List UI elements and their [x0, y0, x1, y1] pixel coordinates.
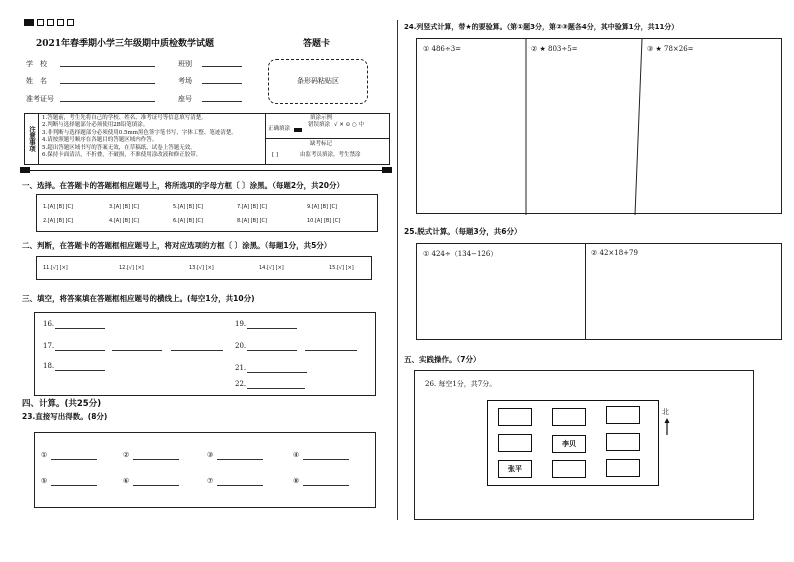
- section1-box: [36, 194, 378, 232]
- notice-line: 6.保持卡面清洁，不折叠，不破损，不准使用涂改液和修正胶带。: [42, 152, 202, 159]
- q23-blank-7[interactable]: [217, 478, 263, 486]
- q23-box: [34, 432, 376, 508]
- choice-q3[interactable]: 3.[A] [B] [C]: [109, 204, 139, 210]
- fill-q20-blank-1[interactable]: [247, 343, 297, 351]
- divider-bar: [22, 170, 392, 171]
- judge-q13[interactable]: 13.[√] [×]: [189, 265, 214, 271]
- fill-q21-label: 21.: [235, 364, 247, 372]
- q23-blank-6[interactable]: [133, 478, 179, 486]
- fill-example-title: 填涂示例: [310, 115, 333, 121]
- map-cell-blank[interactable]: [552, 408, 586, 426]
- section3-box: [34, 312, 376, 396]
- choice-q6[interactable]: 6.[A] [B] [C]: [173, 218, 203, 224]
- map-cell-zhang-ping: 张平: [498, 460, 532, 478]
- q23-label-6: ⑥: [123, 477, 130, 485]
- seat-no-label: 座号: [178, 95, 192, 103]
- q23-label-2: ②: [123, 451, 130, 459]
- divider-marker-right: [382, 167, 392, 173]
- q23-blank-5[interactable]: [51, 478, 97, 486]
- choice-q7[interactable]: 7.[A] [B] [C]: [237, 204, 267, 210]
- fill-q17-blank-3[interactable]: [171, 343, 223, 351]
- barcode-area: [268, 59, 368, 104]
- map-cell-blank[interactable]: [552, 460, 586, 478]
- wrong-fill-symbols: √ ✕ ⊙ ○ 中: [334, 122, 365, 128]
- section1-title: 一、选择。在答题卡的答题框相应题号上，将所选项的字母方框〔 〕涂黑。（每题2分，共20分）: [22, 181, 345, 190]
- q24-item-1: ① 486÷3=: [423, 45, 462, 53]
- notice-line: 3.非判断与选择题部分必须使用0.5mm黑色签字笔书写，字体工整、笔迹清楚。: [42, 129, 237, 136]
- correct-fill-mark: [294, 128, 302, 132]
- notice-line: 5.超出答题区域书写的答案无效，在草稿纸、试卷上答题无效。: [42, 144, 196, 151]
- exam-room-field[interactable]: [202, 76, 242, 84]
- absent-note: 由监考员填涂，考生禁涂: [300, 152, 361, 158]
- admission-no-field[interactable]: [60, 94, 155, 102]
- mark-filled-square: [24, 19, 34, 26]
- barcode-label: 条形码粘贴区: [297, 77, 339, 85]
- class-label: 班别: [178, 60, 192, 68]
- judge-q14[interactable]: 14.[√] [×]: [259, 265, 284, 271]
- q23-blank-4[interactable]: [303, 452, 349, 460]
- q24-item-3: ③ ★ 78×26=: [647, 45, 694, 53]
- choice-q10[interactable]: 10.[A] [B] [C]: [307, 218, 341, 224]
- q24-dividers: [417, 39, 783, 215]
- fill-q17-label: 17.: [43, 342, 55, 350]
- map-cell-blank[interactable]: [606, 433, 640, 451]
- q23-blank-8[interactable]: [303, 478, 349, 486]
- school-label: 学 校: [26, 60, 47, 68]
- school-field[interactable]: [60, 59, 155, 67]
- choice-q5[interactable]: 5.[A] [B] [C]: [173, 204, 203, 210]
- fill-q17-blank-2[interactable]: [112, 343, 162, 351]
- section2-box: [36, 256, 372, 280]
- q24-title: 24.列竖式计算，带★的要验算。（第①题3分，第②③题各4分，其中验算1分，共11分）: [404, 23, 679, 31]
- judge-q15[interactable]: 15.[√] [×]: [329, 265, 354, 271]
- section2-title: 二、判断，在答题卡的答题框相应题号上，将对应选项的方框〔 〕涂黑。（每题1分，共5分）: [22, 241, 332, 250]
- judge-q11[interactable]: 11.[√] [×]: [43, 265, 68, 271]
- choice-q9[interactable]: 9.[A] [B] [C]: [307, 204, 337, 210]
- north-arrow-icon: [663, 418, 671, 436]
- q23-label-1: ①: [41, 451, 48, 459]
- notice-box: [24, 113, 390, 165]
- fill-q18-blank[interactable]: [55, 363, 105, 371]
- q25-box: [416, 243, 782, 340]
- notice-line: 1.答题前，考生先将自己的学校、姓名、准考证号等信息填写清楚。: [42, 115, 207, 121]
- q25-title: 25.脱式计算。（每题3分，共6分）: [404, 227, 522, 236]
- absent-cell: [265, 139, 389, 164]
- q23-blank-2[interactable]: [133, 452, 179, 460]
- absent-title: 缺考标记: [310, 141, 333, 147]
- fill-q18-label: 18.: [43, 362, 55, 370]
- fill-q20-blank-2[interactable]: [305, 343, 357, 351]
- north-label: 北: [662, 408, 669, 416]
- notice-lines: [42, 115, 264, 160]
- map-cell-li-bei: 李贝: [552, 435, 586, 453]
- section5-title: 五、实践操作。（7分）: [404, 355, 481, 364]
- q25-divider: [585, 244, 586, 339]
- fill-q20-label: 20.: [235, 342, 247, 350]
- fill-q22-label: 22.: [235, 380, 247, 388]
- fill-q19-label: 19.: [235, 320, 247, 328]
- map-frame: [487, 400, 659, 486]
- fill-q22-blank[interactable]: [247, 381, 305, 389]
- name-field[interactable]: [60, 76, 155, 84]
- q24-item-2: ② ★ 803÷5=: [531, 45, 578, 53]
- map-cell-blank[interactable]: [498, 434, 532, 452]
- q23-label-5: ⑤: [41, 477, 48, 485]
- section3-title: 三、填空，将答案填在答题框相应题号的横线上。(每空1分，共10分): [22, 294, 255, 303]
- class-field[interactable]: [202, 59, 242, 67]
- q24-box: [416, 38, 782, 214]
- fill-q16-blank[interactable]: [55, 321, 105, 329]
- header-marks: [24, 12, 77, 31]
- divider-marker-left: [20, 167, 30, 173]
- fill-example-cell: [265, 114, 389, 139]
- map-cell-blank[interactable]: [606, 459, 640, 477]
- notice-label: 注意事项: [28, 126, 36, 152]
- admission-no-label: 准考证号: [26, 95, 54, 103]
- choice-q2[interactable]: 2.[A] [B] [C]: [43, 218, 73, 224]
- map-cell-blank[interactable]: [498, 408, 532, 426]
- mark-empty-square: [47, 19, 54, 26]
- choice-q4[interactable]: 4.[A] [B] [C]: [109, 218, 139, 224]
- correct-fill-label: 正确填涂: [268, 126, 291, 132]
- absent-box[interactable]: [ ]: [272, 152, 279, 158]
- exam-room-label: 考场: [178, 77, 192, 85]
- q23-label-8: ⑧: [293, 477, 300, 485]
- q23-blank-3[interactable]: [217, 452, 263, 460]
- section4-title: 四、计算。(共25分): [22, 399, 102, 409]
- mark-empty-square: [37, 19, 44, 26]
- fill-q16-label: 16.: [43, 320, 55, 328]
- name-label: 姓 名: [26, 77, 47, 85]
- mark-empty-square: [57, 19, 64, 26]
- page-title: 2021年春季期小学三年级期中质检数学试题: [36, 39, 215, 49]
- notice-line: 4.请按照题号顺序在各题目的答题区域内作答。: [42, 137, 158, 144]
- choice-q1[interactable]: 1.[A] [B] [C]: [43, 204, 73, 210]
- answer-card-label: 答题卡: [303, 39, 331, 49]
- q23-blank-1[interactable]: [51, 452, 97, 460]
- choice-q8[interactable]: 8.[A] [B] [C]: [237, 218, 267, 224]
- q26-box: [414, 370, 754, 520]
- notice-line: 2.判断与选择题部分必须使用2B铅笔填涂。: [42, 122, 149, 129]
- q23-label-7: ⑦: [207, 477, 214, 485]
- map-cell-blank[interactable]: [606, 406, 640, 424]
- q23-label-4: ④: [293, 451, 300, 459]
- q25-item-1: ① 424÷（134−126）: [423, 250, 498, 258]
- notice-label-cell: [25, 114, 39, 164]
- fill-q21-blank[interactable]: [247, 365, 307, 373]
- fill-q17-blank-1[interactable]: [55, 343, 105, 351]
- column-divider: [397, 20, 398, 520]
- fill-q19-blank[interactable]: [247, 321, 297, 329]
- judge-q12[interactable]: 12.[√] [×]: [119, 265, 144, 271]
- seat-no-field[interactable]: [202, 94, 242, 102]
- q25-item-2: ② 42×18+79: [591, 249, 638, 257]
- q23-title: 23.直接写出得数。(8分): [22, 412, 108, 421]
- mark-empty-square: [67, 19, 74, 26]
- q26-instruction: 26. 每空1分，共7分。: [425, 380, 497, 388]
- q23-label-3: ③: [207, 451, 214, 459]
- wrong-fill-label: 错误填涂: [308, 122, 331, 128]
